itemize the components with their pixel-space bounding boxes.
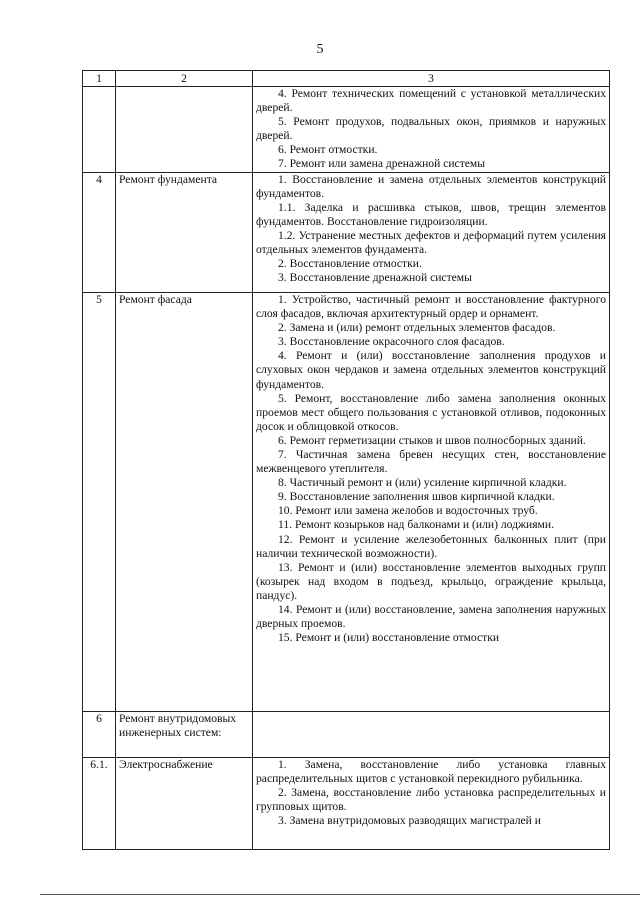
work-item: 6. Ремонт герметизации стыков и швов полносборных зданий. [278, 433, 586, 447]
work-item: 3. Восстановление дренажной системы [278, 271, 472, 285]
table-header-row [83, 71, 610, 87]
header-col-2: 2 [116, 71, 253, 87]
row-number: 6.1. [83, 757, 116, 849]
work-item: 2. Замена, восстановление либо установка распределительных и групповых щитов. [256, 785, 606, 814]
work-item: 14. Ремонт и (или) восстановление, замена заполнения наружных дверных проемов. [256, 603, 606, 631]
repair-works-table [82, 70, 610, 850]
row-title: Ремонт внутридомовых инженерных систем: [116, 711, 253, 757]
work-item: 2. Восстановление отмостки. [278, 257, 422, 271]
row-title: Ремонт фасада [116, 292, 253, 711]
work-item: 7. Частичная замена бревен несущих стен, восстановление межвенцевого утеплителя. [256, 447, 606, 476]
work-item: 1. Восстановление и замена отдельных элементов конструкций фундаментов. [256, 172, 606, 200]
work-item: 7. Ремонт или замена дренажной системы [278, 157, 486, 171]
work-item: 2. Замена и (или) ремонт отдельных элементов фасадов. [278, 321, 556, 335]
row-number: 6 [83, 711, 116, 757]
page-bottom-rule [40, 894, 640, 895]
work-item: 1. Замена, восстановление либо установка главных распределительных щитов с установкой перекидного рубильника. [256, 757, 606, 785]
header-col-1: 1 [83, 71, 116, 87]
row-title: Электроснабжение [116, 757, 253, 849]
work-item: 5. Ремонт, восстановление либо замена заполнения оконных проемов мест общего пользования с установкой отливов, подоконных досок и облицовкой откосов. [256, 391, 606, 433]
row-works [253, 292, 610, 711]
work-item: 5. Ремонт продухов, подвальных окон, приямков и наружных дверей. [256, 115, 606, 143]
table-row [83, 172, 610, 292]
work-item: 15. Ремонт и (или) восстановление отмостки [278, 631, 500, 645]
work-item: 4. Ремонт и (или) восстановление заполнения продухов и слуховых окон чердаков и замена отдельных элементов конструкций фундаментов. [256, 349, 606, 391]
row-number: 4 [83, 172, 116, 292]
work-item: 6. Ремонт отмостки. [278, 143, 378, 157]
header-col-3: 3 [253, 71, 610, 87]
table-row [83, 711, 610, 757]
work-item: 9. Восстановление заполнения швов кирпичной кладки. [278, 490, 555, 504]
work-item: 8. Частичный ремонт и (или) усиление кирпичной кладки. [278, 476, 567, 490]
table-row [83, 292, 610, 711]
work-item: 3. Восстановление окрасочного слоя фасадов. [278, 335, 505, 349]
table-row [83, 87, 610, 173]
row-title [116, 87, 253, 173]
work-item: 3. Замена внутридомовых разводящих магистралей и [278, 814, 541, 828]
work-item: 12. Ремонт и усиление железобетонных балконных плит (при наличии технической возможности). [256, 532, 606, 560]
row-works [253, 711, 610, 757]
work-item: 10. Ремонт или замена желобов и водосточных труб. [278, 504, 538, 518]
table-row [83, 757, 610, 849]
row-number [83, 87, 116, 173]
row-number: 5 [83, 292, 116, 711]
work-item: 1.1. Заделка и расшивка стыков, швов, трещин элементов фундаментов. Восстановление гидроизоляции. [256, 200, 606, 228]
work-item: 11. Ремонт козырьков над балконами и (или) лоджиями. [278, 518, 554, 532]
work-item: 1.2. Устранение местных дефектов и деформаций путем усиления отдельных элементов фундамента. [256, 229, 606, 257]
row-works [253, 87, 610, 173]
row-works [253, 757, 610, 849]
work-item: 13. Ремонт и (или) восстановление элементов выходных групп (козырек над входом в подъезд, крыльцо, ограждение крыльца, пандус). [256, 560, 606, 602]
work-item: 4. Ремонт технических помещений с установкой металлических дверей. [256, 87, 606, 115]
page-number: 5 [316, 42, 324, 57]
work-item: 1. Устройство, частичный ремонт и восстановление фактурного слоя фасадов, включая архитектурный ордер и орнамент. [256, 292, 606, 321]
row-works [253, 172, 610, 292]
row-title: Ремонт фундамента [116, 172, 253, 292]
